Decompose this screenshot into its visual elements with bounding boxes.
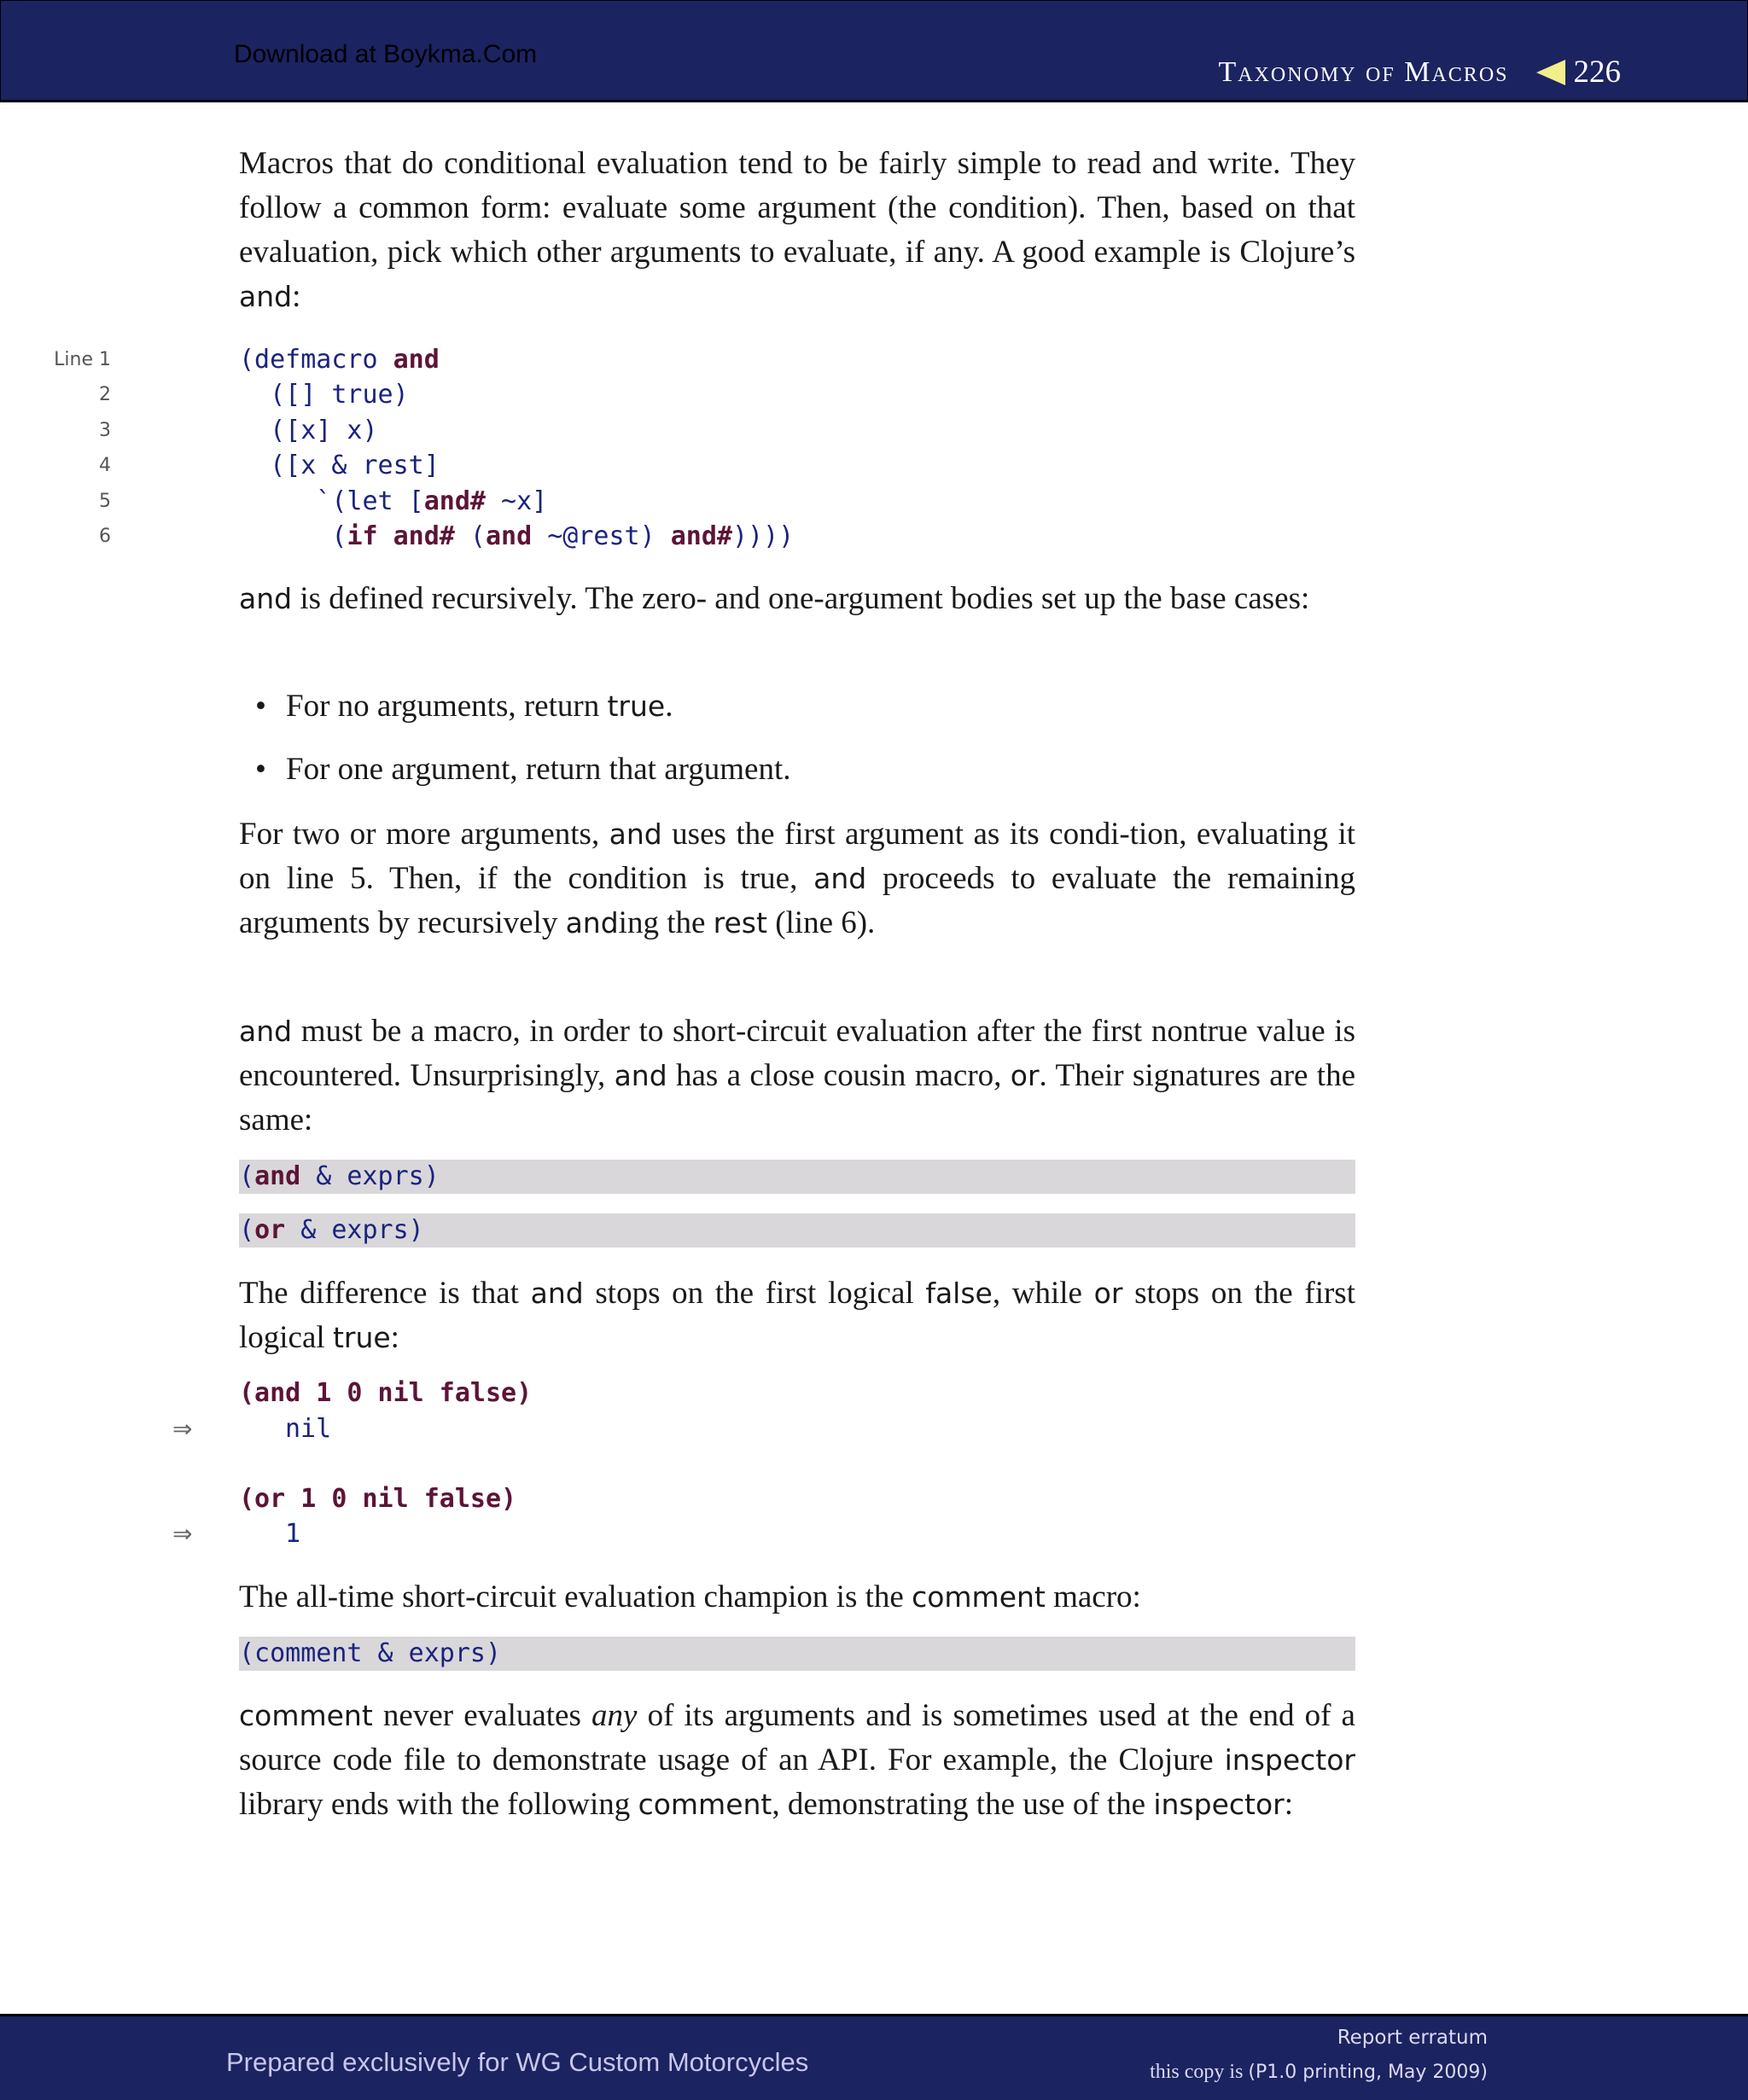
paragraph-recursive: and is defined recursively. The zero- and one-argument bodies set up the base cases:: [239, 581, 1310, 616]
inline-code: true: [607, 689, 666, 723]
list-item: • For one argument, return that argument.: [255, 752, 791, 787]
line-number: 4: [99, 455, 111, 476]
repl-input: (and 1 0 nil false): [239, 1378, 533, 1408]
code-line-4: 4 ([x & rest]: [239, 448, 440, 484]
code-line-1: Line 1 (defmacro and: [239, 342, 440, 378]
chapter-title: Taxonomy of Macros: [1218, 55, 1509, 88]
repl-result: nil: [285, 1414, 332, 1444]
result-arrow-icon: ⇒: [172, 1520, 193, 1548]
prepared-for-text: Prepared exclusively for WG Custom Motorcycles: [226, 2047, 809, 2077]
inline-code: and: [239, 582, 293, 615]
running-head: [1218, 54, 1621, 90]
header-bar: [0, 0, 1748, 102]
line-number: 6: [99, 526, 111, 547]
line-number: 5: [99, 491, 111, 512]
printing-info: this copy is (P1.0 printing, May 2009): [1150, 2061, 1488, 2083]
code-line-6: 6 (if and# (and ~@rest) and#)))): [239, 519, 794, 555]
line-number: 3: [99, 420, 111, 441]
line-number: Line 1: [54, 349, 111, 370]
page-number: 226: [1573, 55, 1621, 90]
paragraph-comment-intro: The all-time short-circuit evaluation champion is the comment macro:: [239, 1579, 1141, 1614]
signature-or: (or & exprs): [239, 1213, 1355, 1248]
repl-input: (or 1 0 nil false): [239, 1484, 517, 1514]
paragraph-two-args: For two or more arguments, and uses the first argument as its condi-tion, evaluating it on line 5. Then, if the condition is true, and proceeds to evaluate the remaining arguments by recursively anding the rest (line 6).: [239, 817, 1356, 940]
repl-result: 1: [285, 1519, 301, 1549]
inline-code: and: [239, 280, 293, 313]
result-arrow-icon: ⇒: [172, 1415, 193, 1443]
back-arrow-icon[interactable]: [1536, 60, 1565, 85]
line-number: 2: [99, 384, 111, 405]
paragraph-difference: The difference is that and stops on the first logical false, while or stops on the first logical true:: [239, 1276, 1355, 1355]
paragraph-short-circuit: and must be a macro, in order to short-circuit evaluation after the first nontrue value is encountered. Unsurprisingly, and has a close cousin macro, or. Their signatures are the same:: [239, 1014, 1355, 1137]
list-item: • For no arguments, return true.: [255, 689, 673, 724]
code-line-5: 5 `(let [and# ~x]: [239, 484, 547, 520]
signature-comment: (comment & exprs): [239, 1637, 1355, 1671]
paragraph-comment-usage: comment never evaluates any of its arguments and is sometimes used at the end of a source code file to demonstrate usage of an API. For example, the Clojure inspector library ends with the following comment, demonstrating the use of the inspector:: [239, 1698, 1355, 1822]
code-line-2: 2 ([] true): [239, 377, 409, 413]
paragraph-intro: Macros that do conditional evaluation tend to be fairly simple to read and write. They follow a common form: evaluate some argument (the condition). Then, based on that evaluation, pick which other arguments to evaluate, if any. A good example is Clojure’s and:: [239, 146, 1355, 314]
watermark-text: Download at Boykma.Com: [234, 40, 538, 68]
report-erratum-link[interactable]: Report erratum: [1337, 2027, 1488, 2049]
code-line-3: 3 ([x] x): [239, 413, 378, 449]
signature-and: (and & exprs): [239, 1160, 1355, 1194]
footer-bar: [0, 2014, 1748, 2100]
